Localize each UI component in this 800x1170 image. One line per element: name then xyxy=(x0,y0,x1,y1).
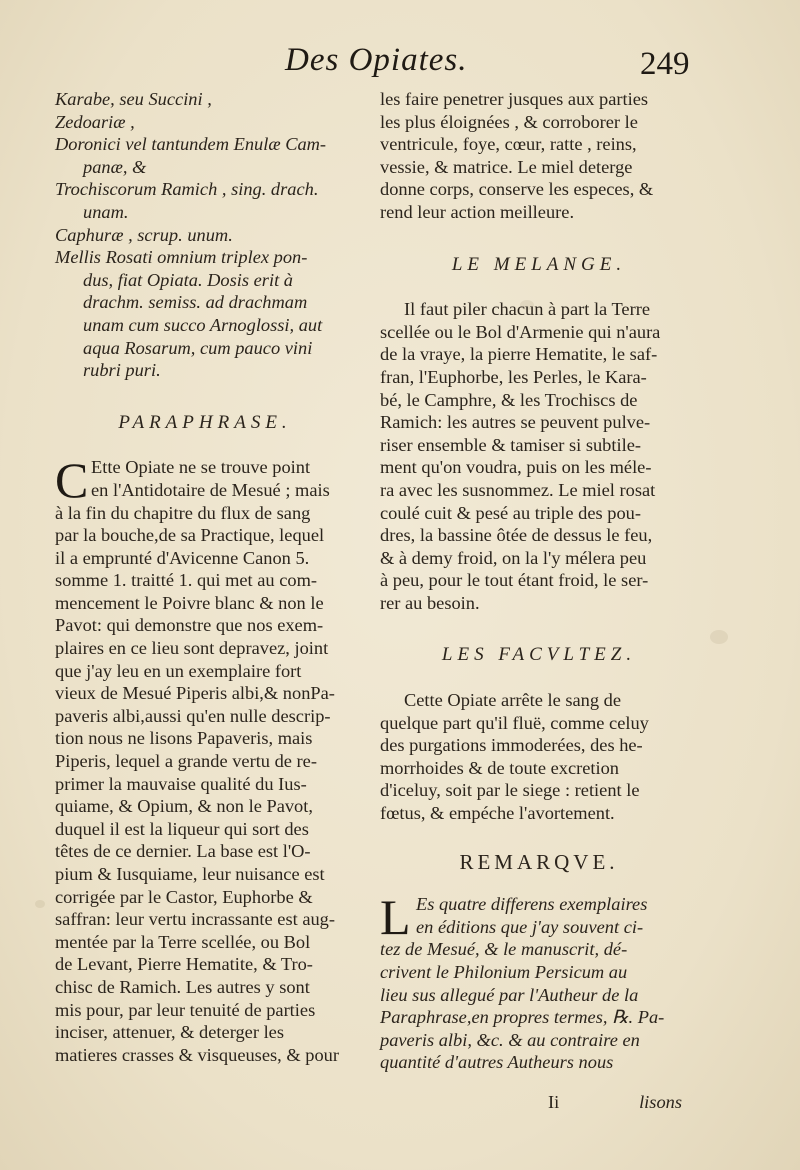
recipe-line: Caphuræ , scrup. unum. xyxy=(55,224,233,245)
paragraph-line: inciser, attenuer, & deterger les xyxy=(55,1022,284,1043)
paragraph-line: saffran: leur vertu incrassante est aug- xyxy=(55,909,335,930)
recipe-line: rubri puri. xyxy=(83,360,161,381)
section-heading-remarque: REMARQVE. xyxy=(459,849,619,874)
paragraph-line: pium & Iusquiame, leur nuisance est xyxy=(55,864,325,884)
drop-cap: L xyxy=(380,889,411,946)
right-column xyxy=(380,88,698,1112)
paragraph-line: ventricule, foye, cœur, ratte , reins, xyxy=(380,134,637,155)
paraphrase-paragraph xyxy=(55,452,355,1066)
paragraph-line: morrhoides & de toute excretion xyxy=(380,757,620,778)
section-heading-paraphrase: PARAPHRASE. xyxy=(118,411,292,433)
paragraph-line: les faire penetrer jusques aux parties xyxy=(380,89,649,109)
paragraph-line: les plus éloignées , & corroborer le xyxy=(380,111,638,132)
paragraph-line: à peu, pour le tout étant froid, le ser- xyxy=(380,570,649,591)
paragraph-line: vieux de Mesué Piperis albi,& nonPa- xyxy=(55,683,335,704)
paragraph-line: Il faut piler chacun à part la Terre xyxy=(404,299,651,320)
facultez-paragraph xyxy=(380,689,698,825)
recipe-line: drachm. semiss. ad drachmam xyxy=(83,292,308,313)
melange-paragraph xyxy=(380,298,698,614)
paper-stain xyxy=(710,630,728,644)
paragraph-line: chisc de Ramich. Les autres y sont xyxy=(55,976,310,997)
paragraph-line: corrigée par le Castor, Euphorbe & xyxy=(55,886,313,907)
recipe-line: aqua Rosarum, cum pauco vini xyxy=(83,337,313,358)
paragraph-line: Cette Opiate arrête le sang de xyxy=(404,690,622,711)
page-header xyxy=(0,40,800,90)
paragraph-line: crivent le Philonium Persicum au xyxy=(380,962,628,982)
paragraph-line: Ette Opiate ne se trouve point xyxy=(91,457,311,478)
catch-line xyxy=(380,1074,698,1112)
paragraph-line: paveris albi, &c. & au contraire en xyxy=(380,1029,640,1050)
paragraph-line: & à demy froid, on la l'y mélera peu xyxy=(380,547,647,568)
paragraph-line: par la bouche,de sa Practique, lequel xyxy=(55,525,325,546)
recipe-line: Doronici vel tantundem Enulæ Cam- xyxy=(55,134,327,155)
recipe-line: Mellis Rosati omnium triplex pon- xyxy=(55,247,308,268)
paragraph-line: coulé cuit & pesé au triple des pou- xyxy=(380,502,641,523)
recipe-line: Karabe, seu Succini , xyxy=(55,89,212,109)
paragraph-line: Piperis, lequel a grande vertu de re- xyxy=(55,751,317,772)
paragraph-line: fran, l'Euphorbe, les Perles, le Kara- xyxy=(380,366,647,387)
paragraph-line: rend leur action meilleure. xyxy=(380,201,575,222)
paragraph-line: primer la mauvaise qualité du Ius- xyxy=(55,773,307,794)
paragraph-line: mencement le Poivre blanc & non le xyxy=(55,592,324,613)
running-title: Des Opiates. xyxy=(285,42,468,78)
catchword: lisons xyxy=(639,1091,682,1112)
recipe-line: unam cum succo Arnoglossi, aut xyxy=(83,314,323,335)
paragraph-line: mis pour, par leur tenuité de parties xyxy=(55,999,316,1020)
paragraph-line: des purgations immoderées, des he- xyxy=(380,735,643,756)
paragraph-line: têtes de ce dernier. La base est l'O- xyxy=(55,841,311,862)
section-heading-facultez: LES FACVLTEZ. xyxy=(441,644,637,666)
paragraph-line: riser ensemble & tamiser si subtile- xyxy=(380,434,641,455)
paragraph-line: duquel il est la liqueur qui sort des xyxy=(55,818,309,839)
paragraph-line: lieu sus allegué par l'Autheur de la xyxy=(380,984,639,1005)
recipe-line: Trochiscorum Ramich , sing. drach. xyxy=(55,179,319,200)
paragraph-line: mentée par la Terre scellée, ou Bol xyxy=(55,931,311,952)
drop-cap: C xyxy=(55,452,89,509)
paragraph-line: rer au besoin. xyxy=(380,592,480,613)
paragraph-line: en l'Antidotaire de Mesué ; mais xyxy=(91,479,330,500)
paragraph-line: Paraphrase,en propres termes, ℞. Pa- xyxy=(380,1007,665,1028)
paragraph-line: il a emprunté d'Avicenne Canon 5. xyxy=(55,547,310,568)
recipe-line: panæ, & xyxy=(83,156,147,177)
recipe-line: Zedoariæ , xyxy=(55,111,135,132)
continuation-paragraph xyxy=(380,88,698,224)
paragraph-line: bé, le Camphre, & les Trochiscs de xyxy=(380,389,638,410)
paragraph-line: plaires en ce lieu sont depravez, joint xyxy=(55,638,329,659)
paragraph-line: quelque part qu'il fluë, comme celuy xyxy=(380,712,649,733)
paragraph-line: fœtus, & empéche l'avortement. xyxy=(380,803,615,824)
paragraph-line: ra avec les susnommez. Le miel rosat xyxy=(380,479,656,500)
paragraph-line: en éditions que j'ay souvent ci- xyxy=(416,916,644,937)
paragraph-line: scellée ou le Bol d'Armenie qui n'aura xyxy=(380,321,661,342)
paragraph-line: quiame, & Opium, & non le Pavot, xyxy=(55,796,313,817)
recipe-line: dus, fiat Opiata. Dosis erit à xyxy=(83,269,293,290)
remarque-paragraph xyxy=(380,889,698,1112)
paragraph-line: ment qu'on voudra, puis on les méle- xyxy=(380,457,652,478)
paragraph-line: paveris albi,aussi qu'en nulle descrip- xyxy=(55,705,331,726)
page-number: 249 xyxy=(640,46,690,82)
paragraph-line: de Levant, Pierre Hematite, & Tro- xyxy=(55,954,313,975)
paper-stain xyxy=(35,900,45,908)
paragraph-line: à la fin du chapitre du flux de sang xyxy=(55,502,311,523)
paragraph-line: donne corps, conserve les especes, & xyxy=(380,179,654,200)
paragraph-line: vessie, & matrice. Le miel deterge xyxy=(380,156,633,177)
paragraph-line: que j'ay leu en un exemplaire fort xyxy=(55,660,302,681)
paragraph-line: Ramich: les autres se peuvent pulve- xyxy=(380,412,651,433)
recipe-line: unam. xyxy=(83,201,129,222)
paragraph-line: quantité d'autres Autheurs nous xyxy=(380,1052,614,1073)
paragraph-line: dres, la bassine ôtée de dessus le feu, xyxy=(380,525,653,546)
signature-mark: Ii xyxy=(548,1091,560,1112)
paragraph-line: tion nous ne lisons Papaveris, mais xyxy=(55,728,313,749)
recipe-block xyxy=(55,88,355,382)
paragraph-line: de la vraye, la pierre Hematite, le saf- xyxy=(380,344,658,365)
paragraph-line: Pavot: qui demonstre que nos exem- xyxy=(55,615,324,636)
left-column xyxy=(55,88,355,1066)
paragraph-line: tez de Mesué, & le manuscrit, dé- xyxy=(380,939,628,960)
paragraph-line: matieres crasses & visqueuses, & pour xyxy=(55,1044,339,1065)
paragraph-line: Es quatre differens exemplaires xyxy=(416,894,648,915)
section-heading-melange: LE MELANGE. xyxy=(451,253,627,275)
paragraph-line: d'iceluy, soit par le siege : retient le xyxy=(380,780,640,801)
paragraph-line: somme 1. traitté 1. qui met au com- xyxy=(55,570,318,591)
